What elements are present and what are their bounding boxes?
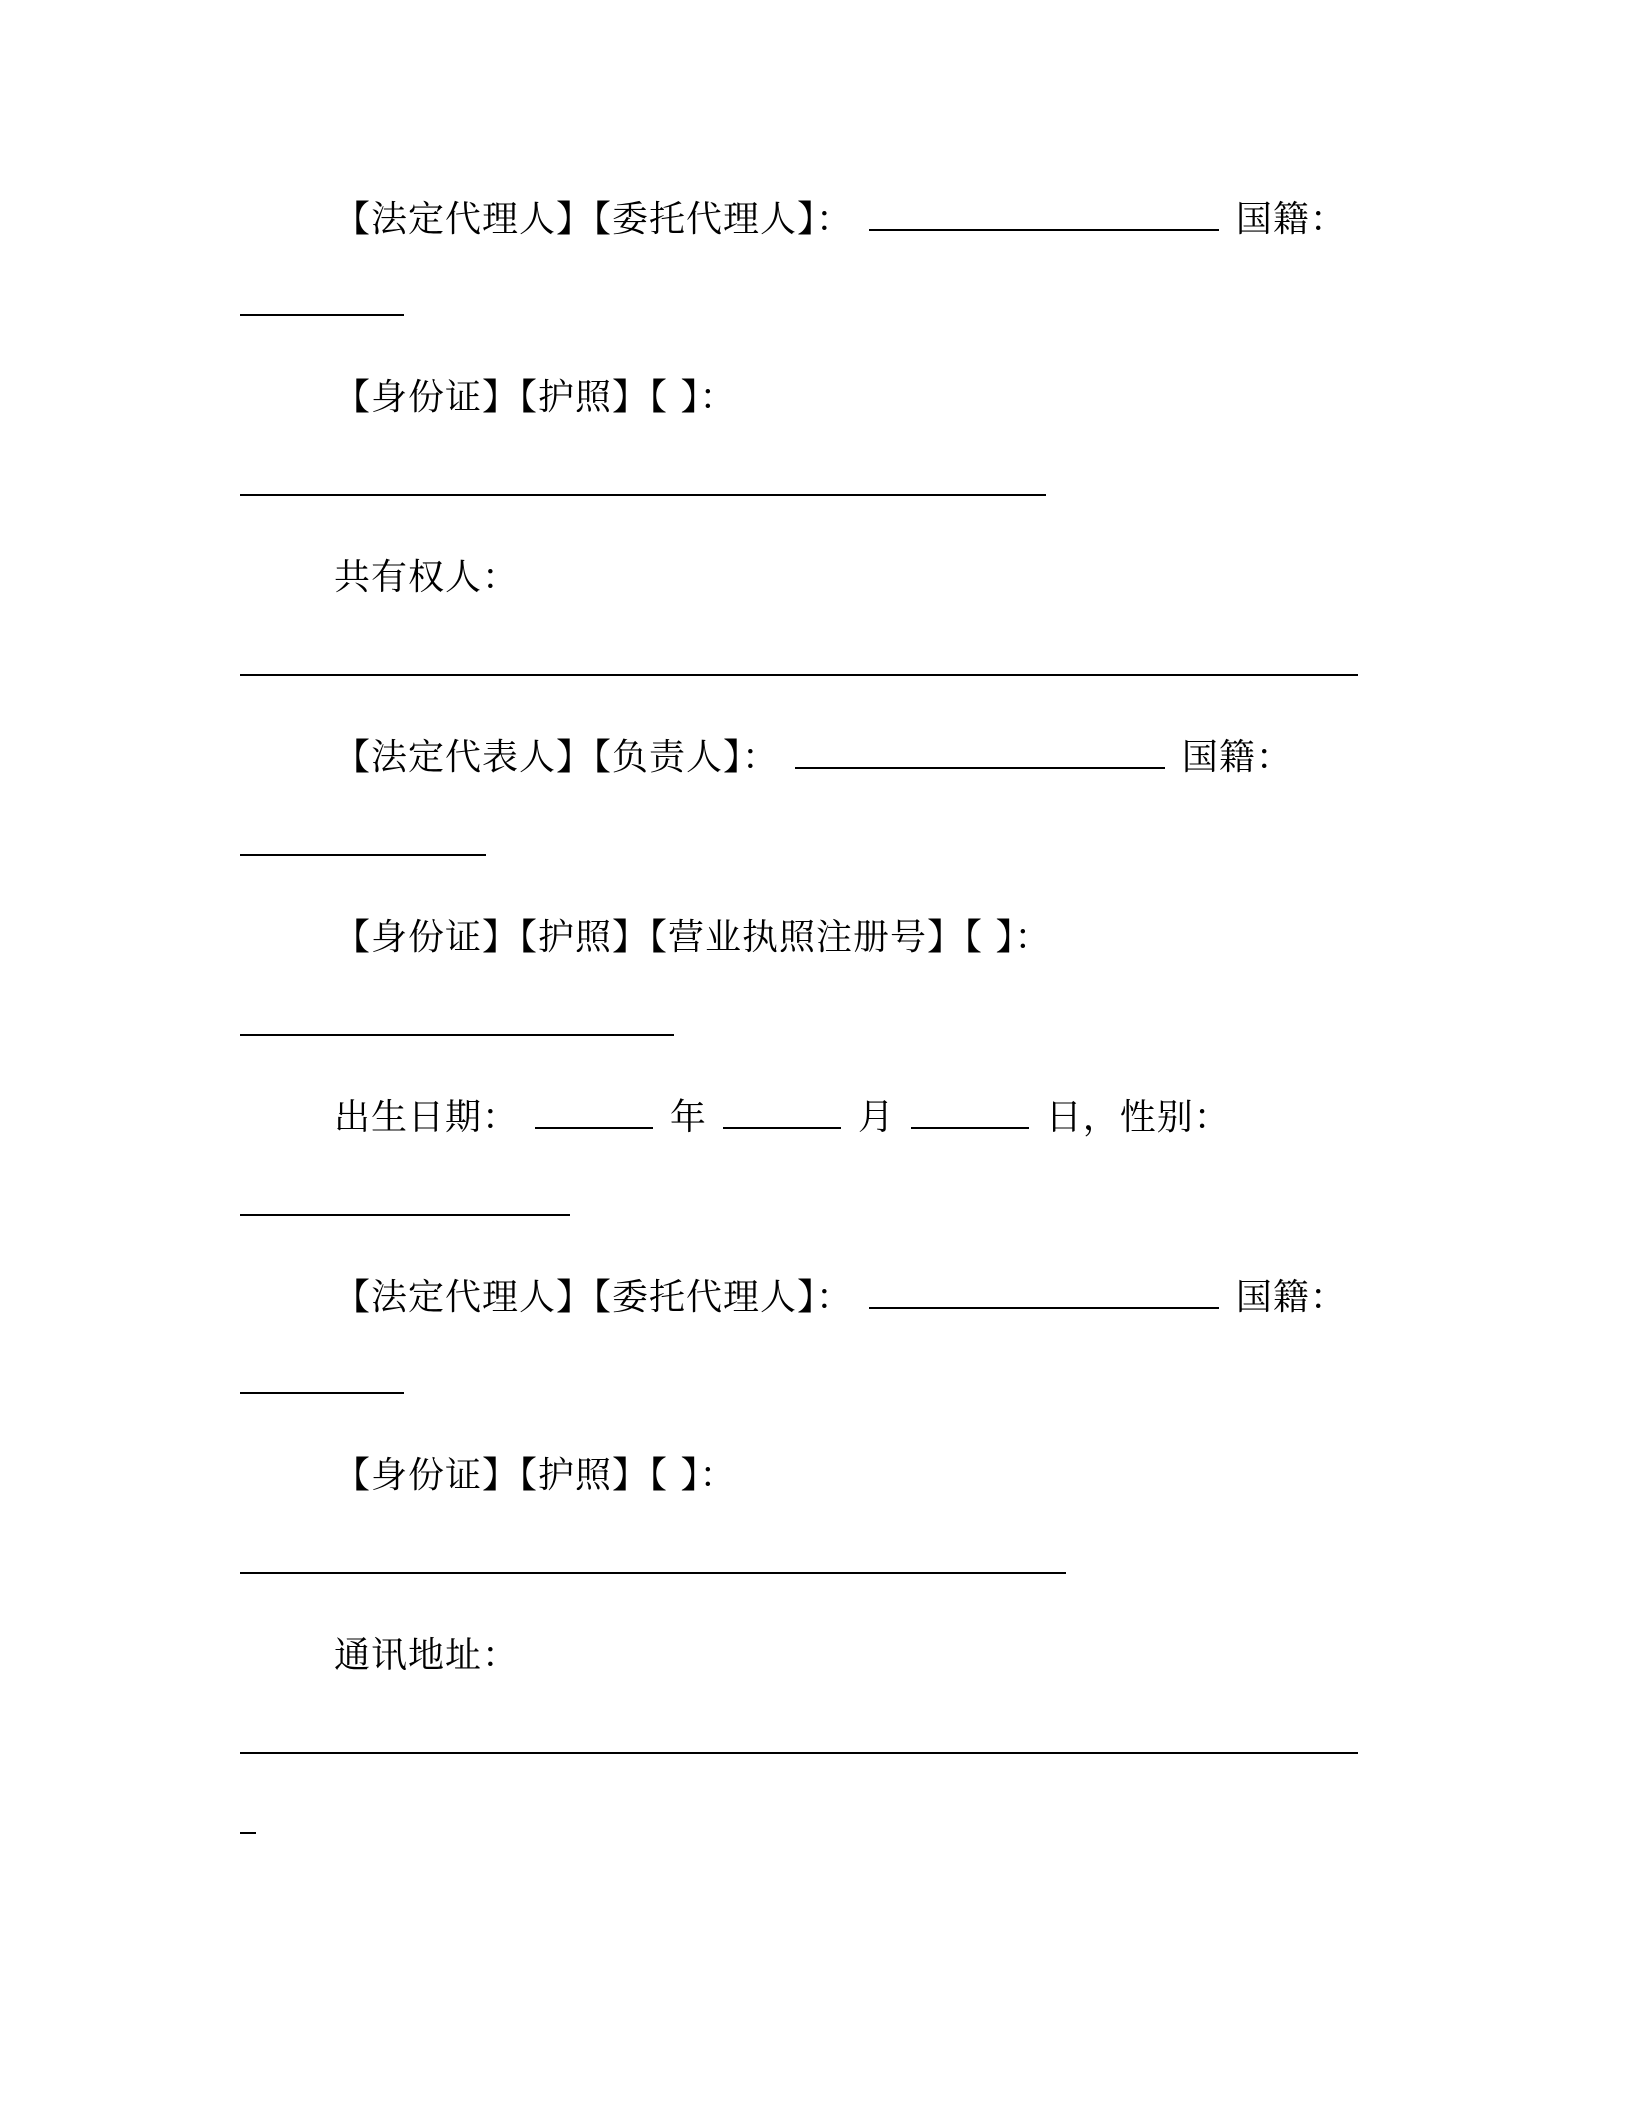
co-owner-blank[interactable]	[240, 674, 1358, 676]
id3-label: 【身份证】【护照】【 】：	[334, 1455, 737, 1496]
rep-name-blank[interactable]	[795, 737, 1165, 769]
agent1-line	[334, 196, 1347, 244]
co-owner-line	[334, 554, 519, 602]
agent2-name-blank[interactable]	[869, 1277, 1219, 1309]
rep-label: 【法定代表人】【负责人】：	[334, 737, 780, 778]
id1-label: 【身份证】【护照】【 】：	[334, 377, 737, 418]
id2-label: 【身份证】【护照】【营业执照注册号】【 】：	[334, 917, 1052, 958]
birth-label: 出生日期：	[334, 1097, 520, 1138]
rep-nationality-blank[interactable]	[240, 854, 486, 856]
address-blank[interactable]	[240, 1752, 1358, 1754]
agent2-label: 【法定代理人】【委托代理人】：	[334, 1277, 854, 1318]
agent2-nationality-label: 国籍：	[1235, 1277, 1347, 1318]
birth-year-label: 年	[669, 1097, 707, 1138]
rep-nationality-label: 国籍：	[1181, 737, 1293, 778]
address-label: 通讯地址：	[334, 1635, 520, 1676]
agent1-name-blank[interactable]	[869, 199, 1219, 231]
co-owner-label: 共有权人：	[334, 557, 520, 598]
agent1-nationality-label: 国籍：	[1235, 199, 1347, 240]
address-line	[334, 1632, 519, 1680]
address-blank-continuation[interactable]	[240, 1832, 256, 1834]
gender-blank[interactable]	[240, 1214, 570, 1216]
id3-line	[334, 1452, 736, 1500]
id2-line	[334, 914, 1051, 962]
agent2-nationality-blank[interactable]	[240, 1392, 404, 1394]
id1-line	[334, 374, 736, 422]
birth-year-blank[interactable]	[535, 1097, 653, 1129]
rep-line	[334, 734, 1293, 782]
agent1-label: 【法定代理人】【委托代理人】：	[334, 199, 854, 240]
agent1-nationality-blank[interactable]	[240, 314, 404, 316]
birth-line	[334, 1094, 1231, 1142]
id2-number-blank[interactable]	[240, 1034, 674, 1036]
id1-number-blank[interactable]	[240, 494, 1046, 496]
agent2-line	[334, 1274, 1347, 1322]
birth-month-blank[interactable]	[723, 1097, 841, 1129]
birth-day-gender-label: 日，性别：	[1045, 1097, 1231, 1138]
birth-day-blank[interactable]	[911, 1097, 1029, 1129]
id3-number-blank[interactable]	[240, 1572, 1066, 1574]
birth-month-label: 月	[857, 1097, 895, 1138]
